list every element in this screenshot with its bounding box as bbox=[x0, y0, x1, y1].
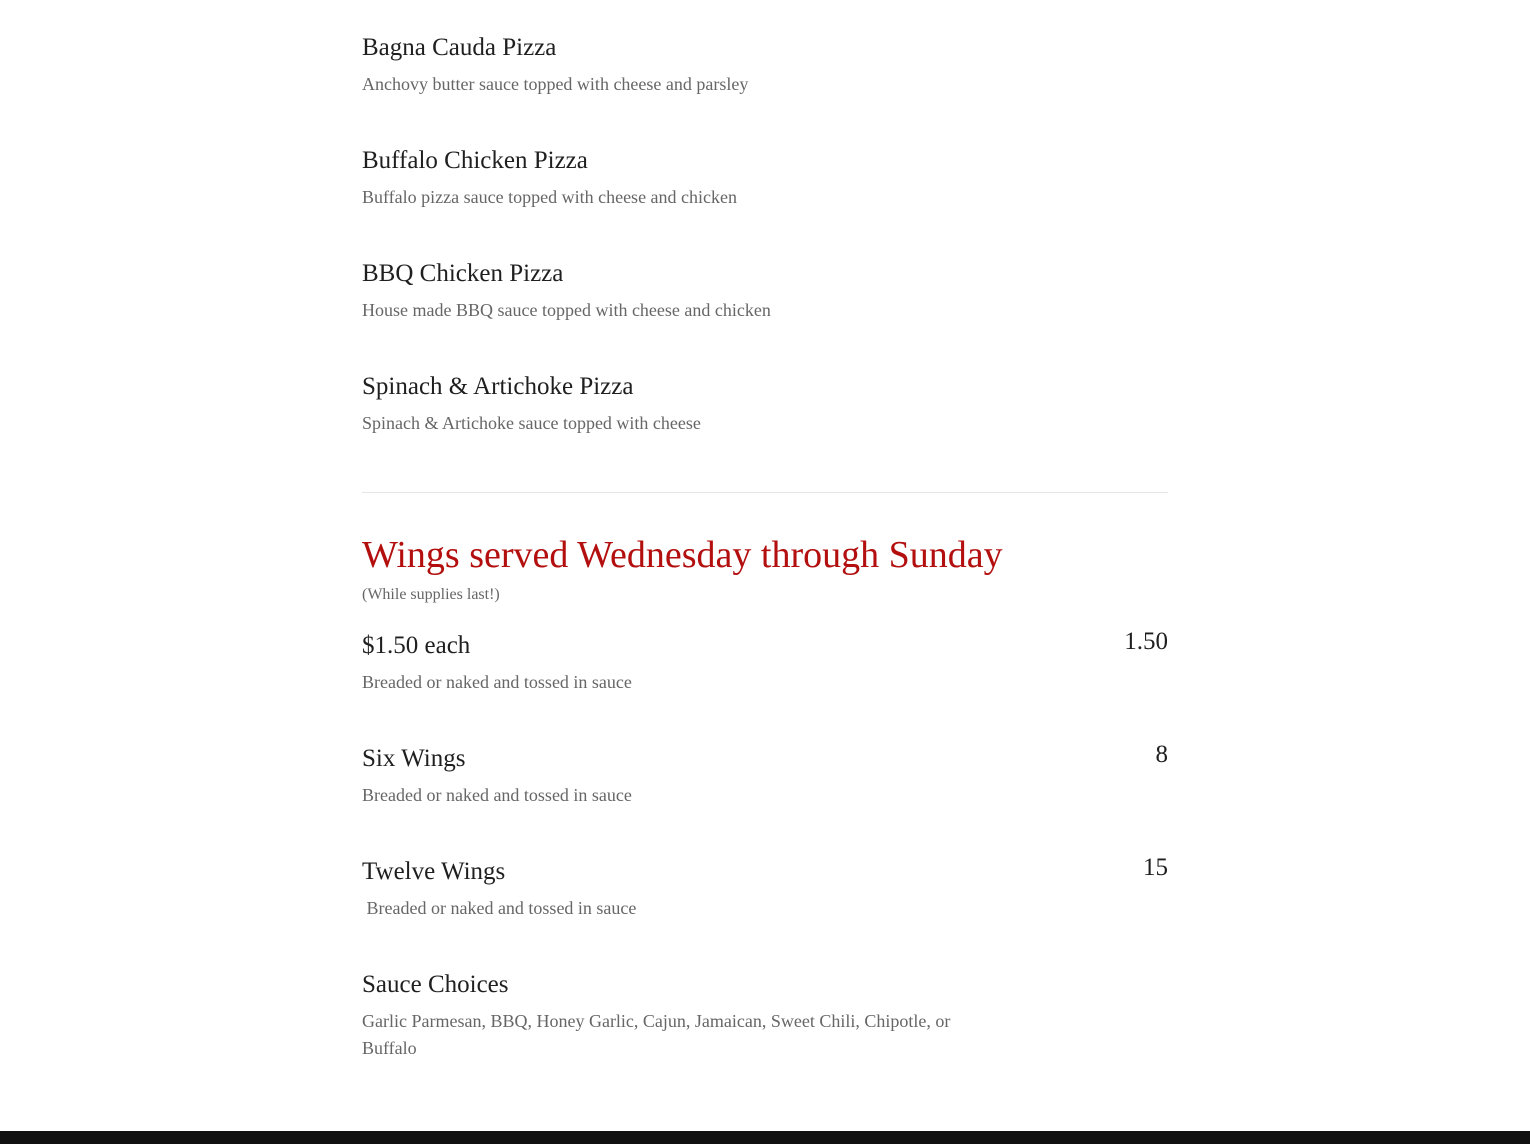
menu-item-description: Breaded or naked and tossed in sauce bbox=[362, 898, 637, 918]
menu-item-name: Bagna Cauda Pizza bbox=[362, 34, 557, 61]
menu-item-price: 1.50 bbox=[1124, 628, 1168, 655]
menu-item-description: Breaded or naked and tossed in sauce bbox=[362, 672, 632, 692]
section-title: Wings served Wednesday through Sunday bbox=[362, 534, 1003, 576]
menu-item-name: Spinach & Artichoke Pizza bbox=[362, 373, 634, 400]
menu-item-description: Garlic Parmesan, BBQ, Honey Garlic, Cajun, Jamaican, Sweet Chili, Chipotle, or Buffalo bbox=[362, 1011, 951, 1058]
menu-item-price: 15 bbox=[1143, 854, 1168, 881]
menu-item-name: $1.50 each bbox=[362, 632, 471, 659]
menu-item-description: Breaded or naked and tossed in sauce bbox=[362, 785, 632, 805]
menu-item-name: BBQ Chicken Pizza bbox=[362, 260, 564, 287]
menu-item-name: Six Wings bbox=[362, 745, 466, 772]
menu-item-price: 8 bbox=[1155, 741, 1168, 768]
section-divider bbox=[362, 492, 1168, 493]
footer-bar bbox=[0, 1131, 1530, 1144]
menu-item-description: House made BBQ sauce topped with cheese and chicken bbox=[362, 300, 771, 320]
menu-item-name: Buffalo Chicken Pizza bbox=[362, 147, 588, 174]
menu-item-description: Spinach & Artichoke sauce topped with cheese bbox=[362, 413, 701, 433]
menu-item-description: Buffalo pizza sauce topped with cheese and chicken bbox=[362, 187, 738, 207]
section-subtitle: (While supplies last!) bbox=[362, 586, 500, 603]
menu-item-name: Sauce Choices bbox=[362, 971, 509, 998]
menu-item-name: Twelve Wings bbox=[362, 858, 506, 885]
menu-item-description: Anchovy butter sauce topped with cheese and parsley bbox=[362, 74, 749, 94]
